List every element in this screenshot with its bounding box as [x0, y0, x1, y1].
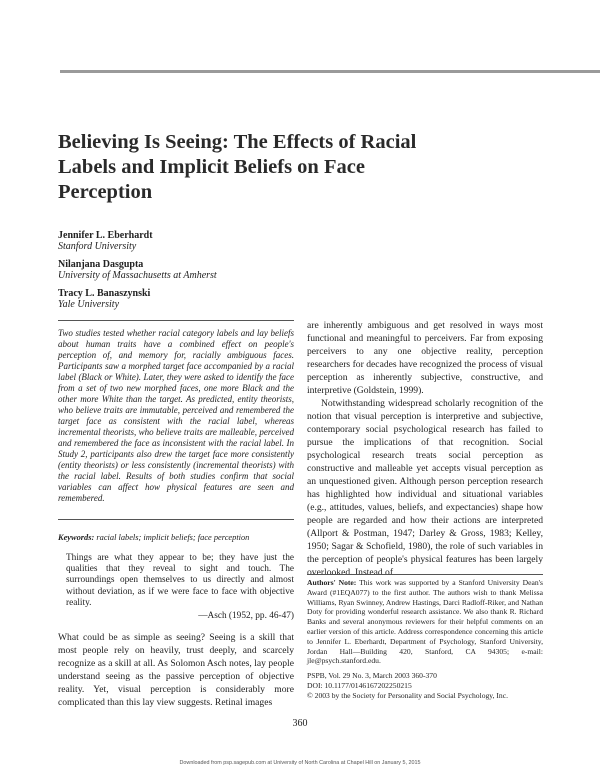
author-affiliation: Stanford University: [58, 241, 137, 252]
authors-note: [307, 574, 543, 701]
journal-doi: DOI: 10.1177/0146167202250215: [307, 680, 412, 690]
abstract-box: [58, 320, 294, 520]
author-name: Tracy L. Banaszynski: [58, 288, 151, 299]
authors-note-body: This work was supported by a Stanford University Dean's Award (#1EQA077) to the first author. The authors wish to thank Melissa Williams, Ryan Swinney, Andrew Hastings, Darci Radloff-Riker, and Nathan Doty for providing wonderful research assistance. We also thank R. Richard Banks and several anonymous reviewers for their helpful comments on an earlier version of this article. Address correspondence concerning this article to Jennifer L. Eberhardt, Department of Psychology, Stanford University, Jordan Hall—Building 420, Stanford, CA 94305; e-mail: jle@psych.stanford.edu.: [307, 578, 543, 666]
epigraph: [66, 553, 294, 622]
author-2: [58, 259, 358, 281]
body-paragraph: are inherently ambiguous and get resolved in ways most functional and meaningful to perceivers. Far from exposing perceivers to any one objective reality, perception researchers for decades have recognized the process of visual perception as inherently subjective, constructive, and interpretive (Goldstein, 1999).: [307, 320, 543, 396]
author-3: [58, 288, 358, 310]
body-paragraph: Notwithstanding widespread scholarly recognition of the notion that visual perception is interpretive and subjective, contemporary social psychological research has failed to pursue the implications of that recognition. Social psychological research treats social perception as constructive and malleable yet accepts visual perception as an unquestioned given. Although person perception research has highlighted how individual and situational variables (e.g., attitudes, values, beliefs, and expectancies) shape how people are regarded and how their actions are interpreted (Allport & Postman, 1947; Darley & Gross, 1983; Kelley, 1950; Sagar & Schofield, 1980), the role of such variables in the perception of people's physical features has been largely overlooked. Instead of: [307, 398, 543, 578]
body-column-2: [307, 319, 543, 579]
epigraph-citation: —Asch (1952, pp. 46-47): [198, 611, 294, 622]
author-1: [58, 230, 358, 252]
author-affiliation: University of Massachusetts at Amherst: [58, 270, 217, 281]
author-name: Jennifer L. Eberhardt: [58, 230, 153, 241]
author-affiliation: Yale University: [58, 299, 120, 310]
journal-citation: PSPB, Vol. 29 No. 3, March 2003 360-370: [307, 671, 437, 681]
keywords-text: racial labels; implicit beliefs; face perception: [96, 533, 250, 542]
author-list: [58, 230, 358, 317]
article-title: Believing Is Seeing: The Effects of Racial Labels and Implicit Beliefs on Face Perception: [58, 131, 417, 203]
epigraph-text: Things are what they appear to be; they have just the qualities that they reveal to sight and touch. The surroundings open themselves to us directly and almost without deviation, as if we were face to face with objective reality.: [66, 553, 294, 608]
page-number: 360: [292, 718, 308, 729]
journal-copyright: © 2003 by the Society for Personality and Social Psychology, Inc.: [307, 690, 508, 700]
author-name: Nilanjana Dasgupta: [58, 259, 144, 270]
download-notice: Downloaded from psp.sagepub.com at University of North Carolina at Chapel Hill on January 5, 2015: [179, 760, 421, 766]
keywords: [58, 533, 298, 542]
top-rule: [60, 70, 600, 73]
keywords-label: Keywords:: [58, 533, 95, 542]
authors-note-label: Authors' Note:: [307, 578, 357, 587]
authors-note-text: [307, 578, 543, 666]
body-column-1: What could be as simple as seeing? Seeing is a skill that most people rely on heavily, trust deeply, and scarcely recognize as a skill at all. As Solomon Asch notes, lay people understand seeing as the passive perception of objective reality. Yet, visual perception is considerably more complicated than this lay view suggests. Retinal images: [58, 632, 294, 708]
abstract: Two studies tested whether racial category labels and lay beliefs about human traits have a combined effect on people's perception of, and memory for, racially ambiguous faces. Participants saw a morphed target face accompanied by a racial label (Black or White). Later, they were asked to identify the face from a set of two new morphed faces, one more Black and the other more White than the target. As predicted, entity theorists, who believe traits are immutable, perceived and remembered the target face as consistent with the racial label, whereas incremental theorists, who believe traits are malleable, perceived and remembered the face as inconsistent with the racial label. In Study 2, participants also drew the target face more consistently (entity theorists) or less consistently (incremental theorists) with the racial label. Results of both studies confirm that social variables can affect how physical features are seen and remembered.: [58, 328, 294, 503]
